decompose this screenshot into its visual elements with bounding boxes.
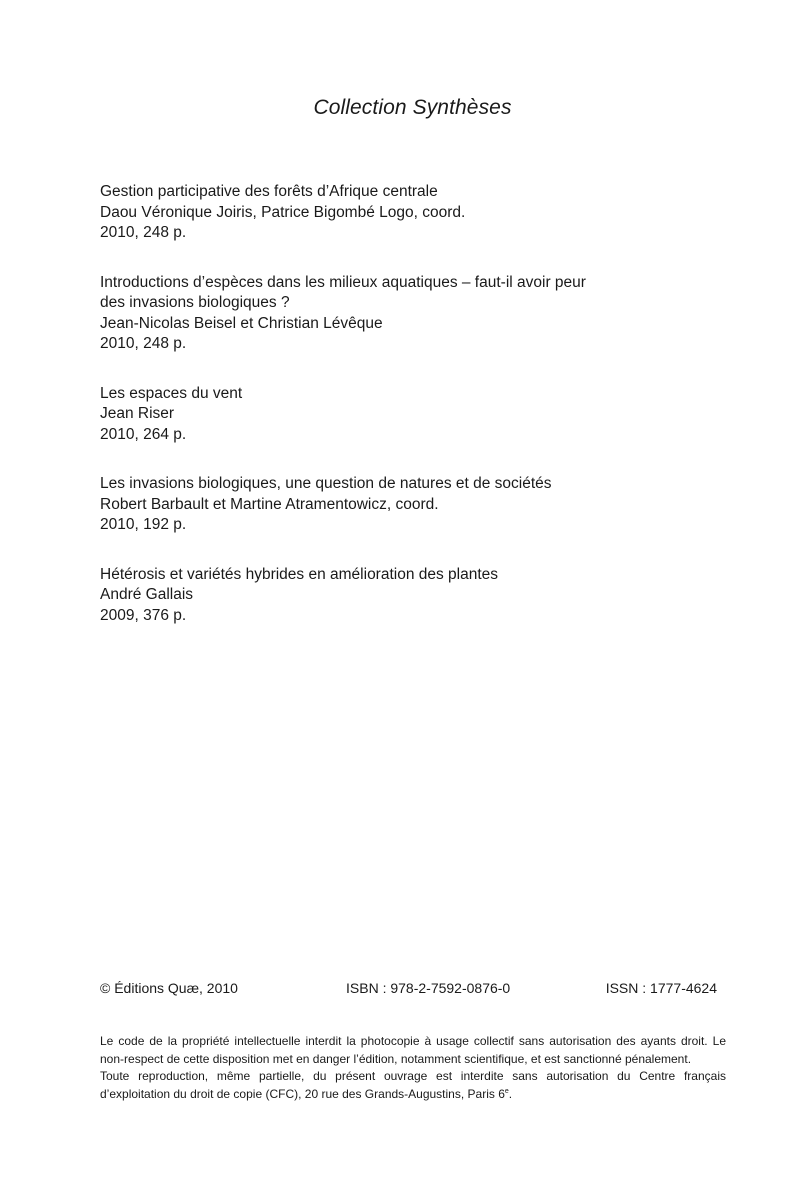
book-details: 2010, 192 p. <box>100 516 187 533</box>
legal-notice-end: . <box>508 1086 513 1101</box>
book-details: 2009, 376 p. <box>100 606 187 624</box>
book-details: 2010, 248 p. <box>100 335 187 352</box>
issn: ISSN : 1777-4624 <box>605 980 717 996</box>
legal-notice-line-final <box>100 1086 726 1104</box>
book-authors: Robert Barbault et Martine Atramentowicz, coord. <box>100 495 439 513</box>
isbn: ISBN : 978-2-7592-0876-0 <box>346 980 511 996</box>
legal-notice-line: non-respect de cette disposition met en danger l’édition, notamment scientifique, et est sanctionné pénalement. <box>100 1051 692 1066</box>
book-entry <box>100 565 720 627</box>
publication-info <box>100 980 717 1000</box>
book-title: Hétérosis et variétés hybrides en amélioration des plantes <box>100 565 499 583</box>
legal-notice-line: Toute reproduction, même partielle, du présent ouvrage est interdite sans autorisation du Centre français <box>100 1069 726 1083</box>
legal-notice-text: d’exploitation du droit de copie (CFC), 20 rue des Grands-Augustins, Paris 6 <box>100 1086 505 1101</box>
copyright: © Éditions Quæ, 2010 <box>100 980 238 996</box>
book-details: 2010, 264 p. <box>100 425 187 443</box>
book-title-continued: des invasions biologiques ? <box>100 294 290 311</box>
book-title: Les invasions biologiques, une question de natures et de sociétés <box>100 475 552 492</box>
book-authors: Daou Véronique Joiris, Patrice Bigombé Logo, coord. <box>100 203 466 221</box>
book-details: 2010, 248 p. <box>100 224 187 241</box>
legal-notice-superscript: e <box>504 1087 509 1095</box>
book-title: Les espaces du vent <box>100 384 243 402</box>
legal-notice <box>100 1033 726 1103</box>
book-entry <box>100 182 720 244</box>
book-authors: Jean Riser <box>100 405 175 422</box>
legal-notice-line: Le code de la propriété intellectuelle interdit la photocopie à usage collectif sans autorisation des ayants droit. Le <box>100 1034 726 1048</box>
book-list <box>100 182 720 655</box>
collection-title: Collection Synthèses <box>313 96 512 119</box>
book-authors: Jean-Nicolas Beisel et Christian Lévêque <box>100 314 383 332</box>
book-entry <box>100 474 720 536</box>
book-entry <box>100 273 720 355</box>
book-title: Gestion participative des forêts d’Afrique centrale <box>100 183 438 200</box>
book-authors: André Gallais <box>100 586 194 603</box>
book-entry <box>100 384 720 446</box>
book-title: Introductions d’espèces dans les milieux aquatiques – faut-il avoir peur <box>100 273 586 291</box>
